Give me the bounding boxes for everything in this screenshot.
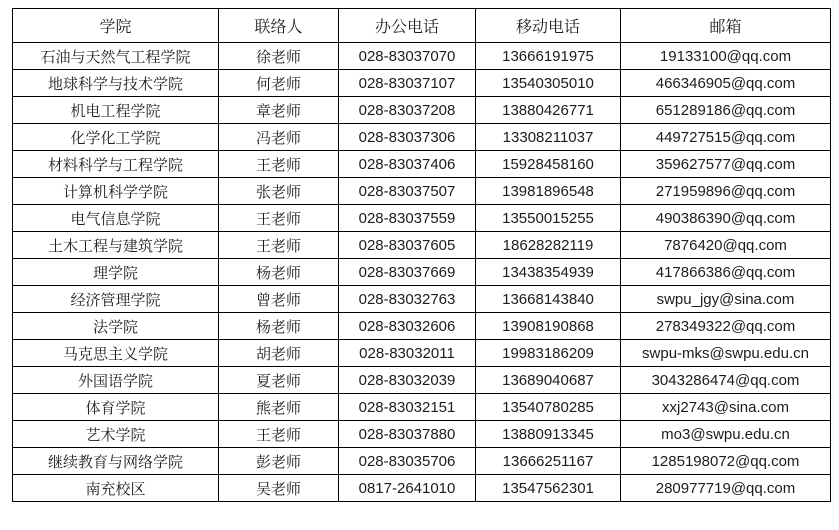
cell-mobile: 15928458160 [476,151,621,178]
cell-college: 石油与天然气工程学院 [13,43,219,70]
cell-office: 028-83032151 [339,394,476,421]
cell-college: 艺术学院 [13,421,219,448]
table-row [13,313,831,340]
cell-college: 理学院 [13,259,219,286]
contact-table [12,8,831,502]
table-header [13,9,831,43]
table-row [13,124,831,151]
cell-email: 271959896@qq.com [621,178,831,205]
header-cell-contact: 联络人 [219,9,339,43]
cell-office: 028-83037406 [339,151,476,178]
cell-mobile: 13540305010 [476,70,621,97]
cell-college: 计算机科学学院 [13,178,219,205]
cell-contact: 夏老师 [219,367,339,394]
cell-college: 法学院 [13,313,219,340]
cell-contact: 章老师 [219,97,339,124]
cell-email: 466346905@qq.com [621,70,831,97]
table-row [13,70,831,97]
cell-college: 继续教育与网络学院 [13,448,219,475]
cell-mobile: 13438354939 [476,259,621,286]
cell-contact: 冯老师 [219,124,339,151]
cell-office: 028-83037208 [339,97,476,124]
table-row [13,475,831,502]
cell-office: 028-83032011 [339,340,476,367]
cell-college: 地球科学与技术学院 [13,70,219,97]
cell-mobile: 13550015255 [476,205,621,232]
header-cell-college: 学院 [13,9,219,43]
table-row [13,151,831,178]
table-row [13,286,831,313]
cell-contact: 王老师 [219,205,339,232]
table-row [13,232,831,259]
cell-email: 1285198072@qq.com [621,448,831,475]
cell-contact: 胡老师 [219,340,339,367]
cell-email: swpu_jgy@sina.com [621,286,831,313]
cell-mobile: 13880426771 [476,97,621,124]
table-row [13,205,831,232]
cell-mobile: 13308211037 [476,124,621,151]
cell-email: 7876420@qq.com [621,232,831,259]
table-row [13,178,831,205]
cell-email: 651289186@qq.com [621,97,831,124]
cell-contact: 吴老师 [219,475,339,502]
cell-contact: 杨老师 [219,313,339,340]
table-row [13,421,831,448]
cell-email: 490386390@qq.com [621,205,831,232]
cell-office: 028-83035706 [339,448,476,475]
table-row [13,43,831,70]
cell-email: 19133100@qq.com [621,43,831,70]
cell-college: 机电工程学院 [13,97,219,124]
cell-email: 417866386@qq.com [621,259,831,286]
header-cell-mobile: 移动电话 [476,9,621,43]
cell-contact: 王老师 [219,232,339,259]
cell-college: 经济管理学院 [13,286,219,313]
table-row [13,340,831,367]
cell-office: 028-83037605 [339,232,476,259]
cell-college: 马克思主义学院 [13,340,219,367]
cell-contact: 彭老师 [219,448,339,475]
cell-office: 028-83037507 [339,178,476,205]
table-row [13,394,831,421]
cell-mobile: 13981896548 [476,178,621,205]
cell-email: swpu-mks@swpu.edu.cn [621,340,831,367]
cell-college: 外国语学院 [13,367,219,394]
cell-college: 土木工程与建筑学院 [13,232,219,259]
cell-mobile: 13666251167 [476,448,621,475]
cell-office: 028-83032039 [339,367,476,394]
cell-office: 028-83037559 [339,205,476,232]
cell-office: 028-83032606 [339,313,476,340]
cell-college: 材料科学与工程学院 [13,151,219,178]
table-body [13,43,831,502]
header-cell-office: 办公电话 [339,9,476,43]
cell-mobile: 13547562301 [476,475,621,502]
cell-office: 0817-2641010 [339,475,476,502]
cell-contact: 徐老师 [219,43,339,70]
header-cell-email: 邮箱 [621,9,831,43]
cell-college: 化学化工学院 [13,124,219,151]
cell-contact: 何老师 [219,70,339,97]
cell-mobile: 13908190868 [476,313,621,340]
cell-college: 电气信息学院 [13,205,219,232]
cell-office: 028-83032763 [339,286,476,313]
cell-office: 028-83037669 [339,259,476,286]
cell-email: 278349322@qq.com [621,313,831,340]
cell-email: 359627577@qq.com [621,151,831,178]
table-row [13,367,831,394]
cell-mobile: 18628282119 [476,232,621,259]
cell-mobile: 13666191975 [476,43,621,70]
cell-college: 南充校区 [13,475,219,502]
table-row [13,448,831,475]
cell-contact: 张老师 [219,178,339,205]
header-row [13,9,831,43]
cell-contact: 熊老师 [219,394,339,421]
cell-office: 028-83037306 [339,124,476,151]
cell-college: 体育学院 [13,394,219,421]
cell-contact: 曾老师 [219,286,339,313]
cell-mobile: 13668143840 [476,286,621,313]
cell-contact: 王老师 [219,421,339,448]
table-row [13,259,831,286]
cell-contact: 王老师 [219,151,339,178]
table-row [13,97,831,124]
cell-email: 280977719@qq.com [621,475,831,502]
cell-email: xxj2743@sina.com [621,394,831,421]
cell-mobile: 13540780285 [476,394,621,421]
cell-email: 3043286474@qq.com [621,367,831,394]
cell-contact: 杨老师 [219,259,339,286]
cell-mobile: 19983186209 [476,340,621,367]
cell-email: 449727515@qq.com [621,124,831,151]
cell-office: 028-83037107 [339,70,476,97]
cell-mobile: 13880913345 [476,421,621,448]
cell-mobile: 13689040687 [476,367,621,394]
cell-email: mo3@swpu.edu.cn [621,421,831,448]
cell-office: 028-83037880 [339,421,476,448]
cell-office: 028-83037070 [339,43,476,70]
